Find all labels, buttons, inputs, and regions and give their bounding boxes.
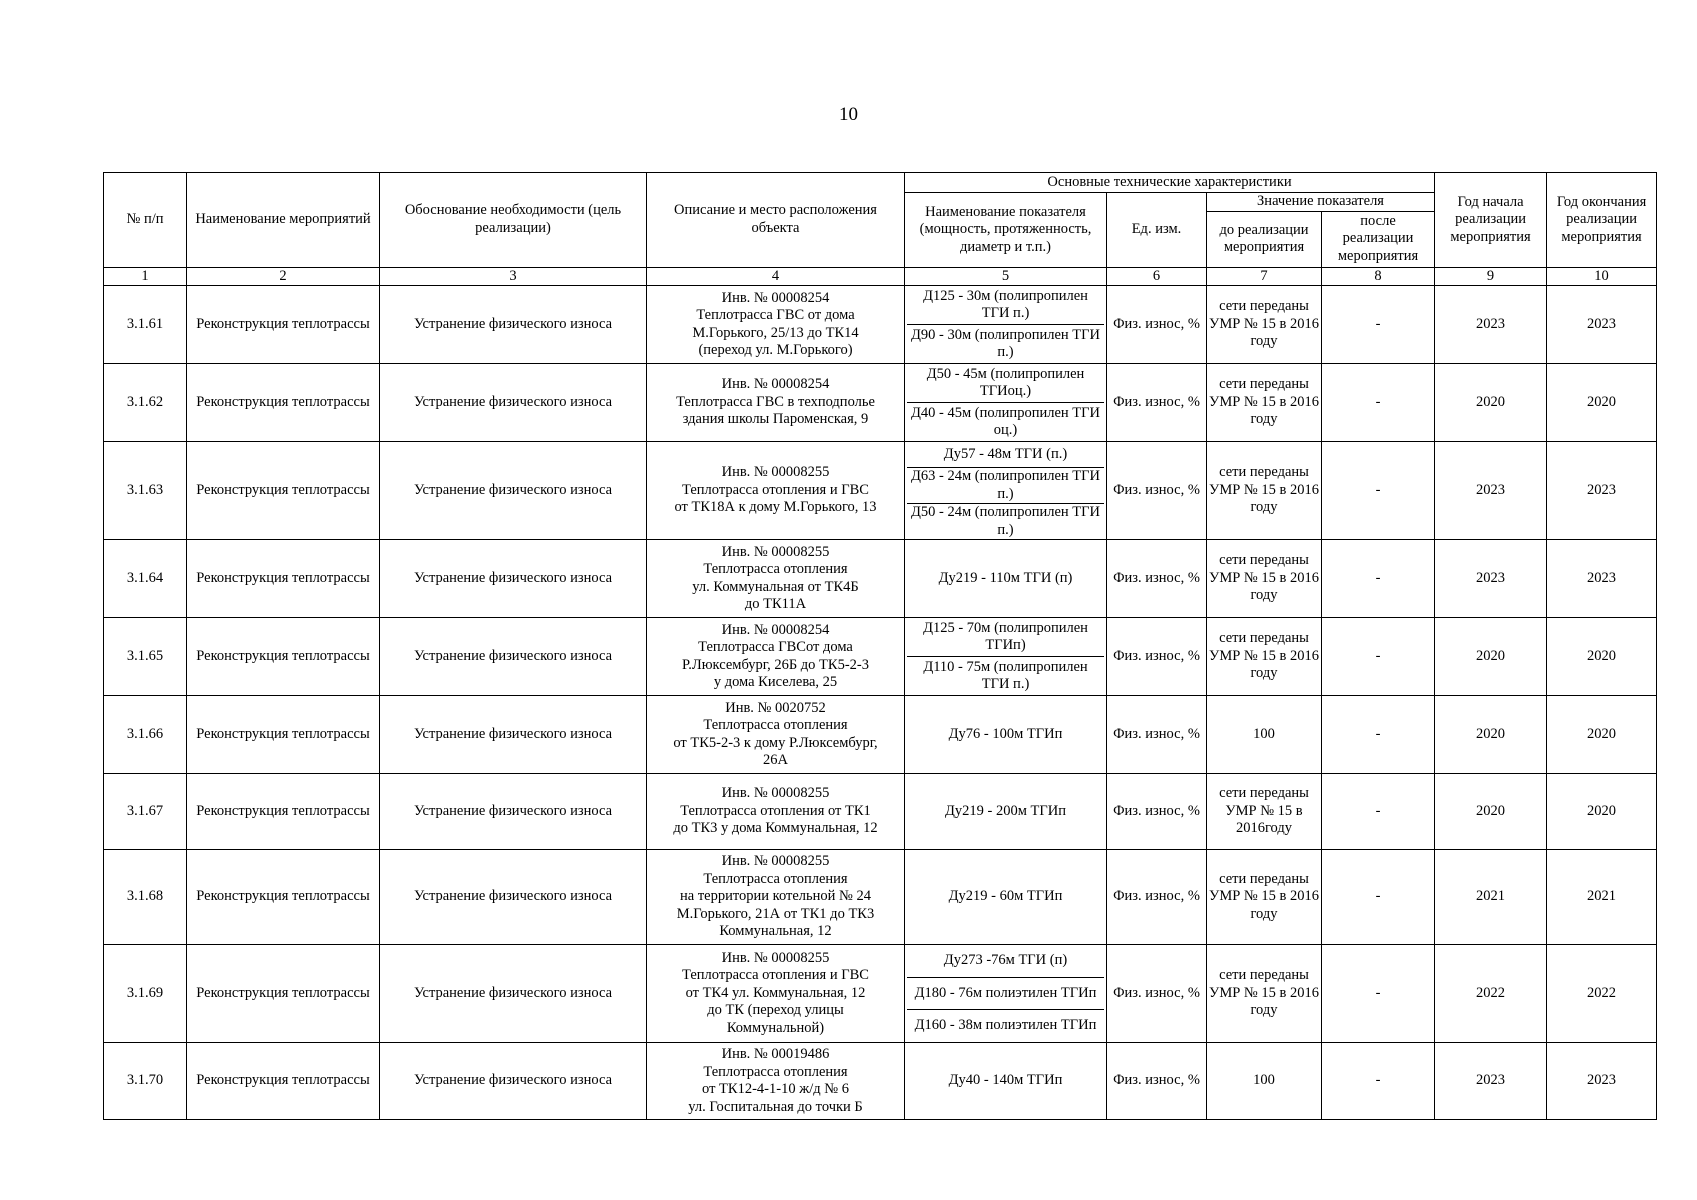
header-tech-group: Основные технические характеристики — [905, 173, 1435, 193]
unit: Физ. износ, % — [1107, 364, 1207, 442]
end-year: 2023 — [1547, 1043, 1657, 1120]
measure-reason: Устранение физического износа — [380, 618, 647, 696]
indicator-item — [907, 850, 1104, 944]
object-description — [647, 850, 905, 945]
indicator-text: Ду219 - 200м ТГИп — [945, 802, 1066, 819]
object-description — [647, 696, 905, 774]
measure-name: Реконструкция теплотрассы — [187, 364, 380, 442]
indicator-cell — [905, 618, 1107, 696]
object-description — [647, 364, 905, 442]
indicator-text: Д50 - 45м (полипропилен ТГИоц.) — [926, 365, 1085, 399]
col-number: 3 — [380, 267, 647, 286]
indicator-item — [907, 656, 1104, 695]
measure-name: Реконструкция теплотрассы — [187, 696, 380, 774]
indicator-cell — [905, 850, 1107, 945]
col-number: 10 — [1547, 267, 1657, 286]
unit: Физ. износ, % — [1107, 442, 1207, 540]
indicator-cell — [905, 286, 1107, 364]
value-before: 100 — [1207, 696, 1322, 774]
value-before: 100 — [1207, 1043, 1322, 1120]
col-number: 8 — [1322, 267, 1435, 286]
object-description — [647, 540, 905, 618]
description-line: до ТК (переход улицы — [707, 1002, 844, 1019]
measure-reason: Устранение физического износа — [380, 696, 647, 774]
table-row — [104, 540, 1657, 618]
indicator-cell — [905, 1043, 1107, 1120]
start-year: 2020 — [1435, 774, 1547, 850]
indicator-item — [907, 1043, 1104, 1119]
value-after: - — [1322, 774, 1435, 850]
description-line: Теплотрасса отопления и ГВС — [682, 481, 869, 498]
measure-name: Реконструкция теплотрассы — [187, 1043, 380, 1120]
measure-name: Реконструкция теплотрассы — [187, 442, 380, 540]
page-number: 10 — [839, 104, 858, 125]
value-after: - — [1322, 364, 1435, 442]
description-line: Теплотрасса отопления — [703, 717, 848, 733]
indicator-item — [907, 503, 1104, 539]
object-description — [647, 774, 905, 850]
description-line: Теплотрасса отопления и ГВС — [682, 967, 869, 984]
description-line: от ТК18А к дому М.Горького, 13 — [674, 499, 877, 516]
description-line: (переход ул. М.Горького) — [698, 342, 853, 358]
value-after: - — [1322, 442, 1435, 540]
table-row — [104, 364, 1657, 442]
measure-reason: Устранение физического износа — [380, 286, 647, 364]
end-year: 2020 — [1547, 774, 1657, 850]
row-number: 3.1.62 — [104, 364, 187, 442]
col-number: 2 — [187, 267, 380, 286]
value-before: сети переданы УМР № 15 в 2016 году — [1207, 286, 1322, 364]
header-start-year: Год начала реализации мероприятия — [1435, 173, 1547, 268]
start-year: 2020 — [1435, 696, 1547, 774]
unit: Физ. износ, % — [1107, 850, 1207, 945]
indicator-cell — [905, 442, 1107, 540]
header-indicator-name: Наименование показателя (мощность, протяженность, диаметр и т.п.) — [905, 193, 1107, 268]
description-line: Теплотрасса отопления — [703, 561, 848, 577]
measure-name: Реконструкция теплотрассы — [187, 286, 380, 364]
measure-reason: Устранение физического износа — [380, 945, 647, 1043]
description-line: до ТК3 у дома Коммунальная, 12 — [673, 820, 878, 837]
header-value-group: Значение показателя — [1207, 193, 1435, 212]
measure-name: Реконструкция теплотрассы — [187, 945, 380, 1043]
end-year: 2022 — [1547, 945, 1657, 1043]
row-number: 3.1.61 — [104, 286, 187, 364]
value-after: - — [1322, 850, 1435, 945]
description-line: 26А — [763, 752, 788, 768]
measure-name: Реконструкция теплотрассы — [187, 540, 380, 618]
description-line: Теплотрасса ГВС в техподполье — [676, 393, 875, 410]
value-before: сети переданы УМР № 15 в 2016 году — [1207, 618, 1322, 696]
row-number: 3.1.63 — [104, 442, 187, 540]
description-line: от ТК12-4-1-10 ж/д № 6 — [702, 1081, 849, 1097]
description-line: ул. Коммунальная от ТК4Б — [692, 578, 859, 595]
indicator-text: Д90 - 30м (полипропилен ТГИ п.) — [911, 326, 1100, 360]
description-line: от ТК4 ул. Коммунальная, 12 — [685, 984, 866, 1001]
row-number: 3.1.69 — [104, 945, 187, 1043]
unit: Физ. износ, % — [1107, 540, 1207, 618]
indicator-item — [907, 286, 1104, 324]
end-year: 2023 — [1547, 442, 1657, 540]
measure-reason: Устранение физического износа — [380, 774, 647, 850]
start-year: 2020 — [1435, 364, 1547, 442]
header-unit: Ед. изм. — [1107, 193, 1207, 268]
table-row — [104, 774, 1657, 850]
indicator-item — [907, 324, 1104, 363]
value-after: - — [1322, 696, 1435, 774]
col-number: 7 — [1207, 267, 1322, 286]
row-number: 3.1.65 — [104, 618, 187, 696]
col-number: 6 — [1107, 267, 1207, 286]
description-line: Теплотрасса ГВС от дома — [696, 307, 855, 323]
col-number: 4 — [647, 267, 905, 286]
header-before: до реализации мероприятия — [1207, 211, 1322, 267]
description-line: Инв. № 00008255 — [721, 853, 830, 870]
header-name: Наименование мероприятий — [187, 173, 380, 268]
indicator-text: Д125 - 70м (полипропилен ТГИп) — [923, 619, 1088, 653]
unit: Физ. износ, % — [1107, 1043, 1207, 1120]
indicator-cell — [905, 945, 1107, 1043]
table-row — [104, 618, 1657, 696]
value-before: сети переданы УМР № 15 в 2016 году — [1207, 540, 1322, 618]
value-before: сети переданы УМР № 15 в 2016 году — [1207, 850, 1322, 945]
value-before: сети переданы УМР № 15 в 2016году — [1207, 774, 1322, 850]
indicator-item — [907, 467, 1104, 503]
indicator-text: Д40 - 45м (полипропилен ТГИ оц.) — [911, 404, 1100, 438]
indicator-text: Д63 - 24м (полипропилен ТГИ п.) — [911, 468, 1100, 502]
description-line: Инв. № 00008255 — [721, 464, 830, 481]
measure-name: Реконструкция теплотрассы — [187, 774, 380, 850]
indicator-text: Ду273 -76м ТГИ (п) — [943, 952, 1068, 969]
object-description — [647, 618, 905, 696]
description-line: Инв. № 00008254 — [721, 289, 830, 306]
description-line: Инв. № 00008255 — [721, 785, 830, 802]
indicator-cell — [905, 774, 1107, 850]
end-year: 2020 — [1547, 364, 1657, 442]
description-line: от ТК5-2-3 к дому Р.Люксембург, — [673, 734, 878, 751]
header-after: после реализации мероприятия — [1322, 211, 1435, 267]
start-year: 2023 — [1435, 540, 1547, 618]
indicator-cell — [905, 364, 1107, 442]
unit: Физ. износ, % — [1107, 286, 1207, 364]
indicator-item — [907, 945, 1104, 977]
start-year: 2020 — [1435, 618, 1547, 696]
measure-name: Реконструкция теплотрассы — [187, 618, 380, 696]
value-before: сети переданы УМР № 15 в 2016 году — [1207, 364, 1322, 442]
measure-name: Реконструкция теплотрассы — [187, 850, 380, 945]
description-line: у дома Киселева, 25 — [713, 674, 838, 690]
description-line: Коммунальная, 12 — [719, 923, 832, 940]
description-line: здания школы Пароменская, 9 — [682, 411, 869, 428]
description-line: Теплотрасса ГВСот дома — [698, 639, 853, 655]
table-body — [104, 286, 1657, 1120]
indicator-text: Д180 - 76м полиэтилен ТГИп — [914, 984, 1097, 1001]
table-row — [104, 286, 1657, 364]
end-year: 2023 — [1547, 286, 1657, 364]
header-end-year: Год окончания реализации мероприятия — [1547, 173, 1657, 268]
indicator-text: Ду76 - 100м ТГИп — [948, 725, 1063, 742]
measures-table — [103, 172, 1657, 1120]
indicator-item — [907, 618, 1104, 656]
start-year: 2022 — [1435, 945, 1547, 1043]
table-row — [104, 442, 1657, 540]
row-number: 3.1.70 — [104, 1043, 187, 1120]
indicator-item — [907, 364, 1104, 402]
row-number: 3.1.66 — [104, 696, 187, 774]
description-line: Инв. № 00019486 — [721, 1046, 830, 1062]
table-row — [104, 696, 1657, 774]
row-number: 3.1.67 — [104, 774, 187, 850]
measure-reason: Устранение физического износа — [380, 1043, 647, 1120]
description-line: Теплотрасса отопления — [703, 870, 848, 887]
indicator-item — [907, 442, 1104, 467]
end-year: 2020 — [1547, 618, 1657, 696]
object-description — [647, 1043, 905, 1120]
value-after: - — [1322, 286, 1435, 364]
description-line: до ТК11А — [744, 596, 807, 612]
description-line: Р.Люксембург, 26Б до ТК5-2-3 — [682, 656, 869, 673]
indicator-text: Д50 - 24м (полипропилен ТГИ п.) — [911, 504, 1100, 538]
indicator-text: Д125 - 30м (полипропилен ТГИ п.) — [923, 287, 1088, 321]
description-line: Коммунальной) — [726, 1019, 825, 1036]
header-description: Описание и место расположения объекта — [647, 173, 905, 268]
table-row — [104, 945, 1657, 1043]
object-description — [647, 286, 905, 364]
measure-reason: Устранение физического износа — [380, 442, 647, 540]
description-line: ул. Госпитальная до точки Б — [688, 1098, 863, 1115]
description-line: Инв. № 00008254 — [721, 621, 830, 638]
description-line: Теплотрасса отопления от ТК1 — [680, 802, 871, 819]
indicator-item — [907, 402, 1104, 441]
value-after: - — [1322, 540, 1435, 618]
col-number: 1 — [104, 267, 187, 286]
indicator-text: Д160 - 38м полиэтилен ТГИп — [914, 1017, 1097, 1034]
row-number: 3.1.68 — [104, 850, 187, 945]
indicator-cell — [905, 696, 1107, 774]
unit: Физ. износ, % — [1107, 945, 1207, 1043]
value-after: - — [1322, 1043, 1435, 1120]
row-number: 3.1.64 — [104, 540, 187, 618]
value-before: сети переданы УМР № 15 в 2016 году — [1207, 945, 1322, 1043]
description-line: на территории котельной № 24 — [680, 888, 871, 905]
description-line: М.Горького, 25/13 до ТК14 — [692, 324, 859, 341]
indicator-text: Ду219 - 110м ТГИ (п) — [938, 569, 1073, 586]
end-year: 2020 — [1547, 696, 1657, 774]
description-line: Инв. № 00008255 — [721, 543, 830, 560]
description-line: М.Горького, 21А от ТК1 до ТК3 — [676, 905, 875, 922]
indicator-cell — [905, 540, 1107, 618]
indicator-text: Ду219 - 60м ТГИп — [948, 888, 1063, 905]
description-line: Инв. № 00008254 — [721, 376, 830, 393]
end-year: 2021 — [1547, 850, 1657, 945]
value-before: сети переданы УМР № 15 в 2016 году — [1207, 442, 1322, 540]
measure-reason: Устранение физического износа — [380, 850, 647, 945]
indicator-text: Д110 - 75м (полипропилен ТГИ п.) — [923, 658, 1088, 692]
column-numbers-row — [104, 267, 1657, 286]
measure-reason: Устранение физического износа — [380, 540, 647, 618]
measure-reason: Устранение физического износа — [380, 364, 647, 442]
object-description — [647, 945, 905, 1043]
table-row — [104, 1043, 1657, 1120]
indicator-item — [907, 696, 1104, 773]
start-year: 2023 — [1435, 1043, 1547, 1120]
start-year: 2023 — [1435, 442, 1547, 540]
col-number: 9 — [1435, 267, 1547, 286]
unit: Физ. износ, % — [1107, 774, 1207, 850]
description-line: Теплотрасса отопления — [703, 1063, 848, 1080]
start-year: 2021 — [1435, 850, 1547, 945]
indicator-item — [907, 774, 1104, 849]
indicator-text: Ду40 - 140м ТГИп — [948, 1072, 1063, 1089]
indicator-text: Ду57 - 48м ТГИ (п.) — [943, 445, 1068, 462]
header-reason: Обоснование необходимости (цель реализации) — [380, 173, 647, 268]
indicator-item — [907, 977, 1104, 1010]
value-after: - — [1322, 618, 1435, 696]
unit: Физ. износ, % — [1107, 618, 1207, 696]
description-line: Инв. № 00008255 — [721, 949, 830, 966]
start-year: 2023 — [1435, 286, 1547, 364]
indicator-item — [907, 1009, 1104, 1042]
header-num: № п/п — [104, 173, 187, 268]
table-row — [104, 850, 1657, 945]
indicator-item — [907, 540, 1104, 617]
unit: Физ. износ, % — [1107, 696, 1207, 774]
col-number: 5 — [905, 267, 1107, 286]
description-line: Инв. № 0020752 — [725, 699, 826, 716]
end-year: 2023 — [1547, 540, 1657, 618]
value-after: - — [1322, 945, 1435, 1043]
object-description — [647, 442, 905, 540]
